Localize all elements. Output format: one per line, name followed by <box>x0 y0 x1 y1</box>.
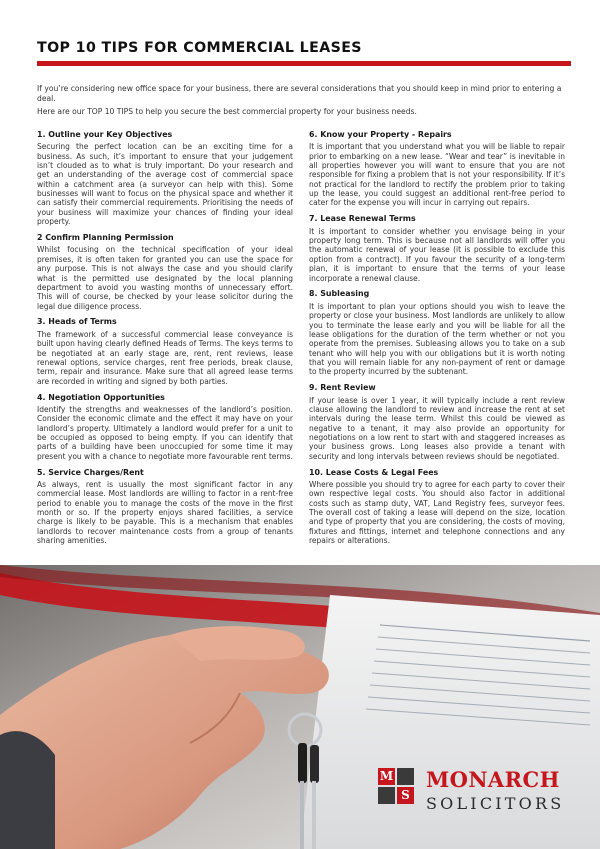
tips-column-left <box>37 130 293 552</box>
tip-section <box>37 393 293 461</box>
tip-body: It is important to consider whether you envisage being in your property long term. This is because not all landlords will offer you the automatic renewal of your lease (it is possible to exclude this option from a contract). If you favour the security of a long-term plan, it is important to ensure that the terms of your lease incorporate a renewal clause. <box>309 226 565 283</box>
tip-heading: 7. Lease Renewal Terms <box>309 214 416 224</box>
tip-section <box>309 468 565 546</box>
tip-body: If your lease is over 1 year, it will typically include a rent review clause allowing the landlord to review and increase the rent at set intervals during the lease term. Whilst this could be viewed as negative to a tenant, it may also provide an opportunity for negotiations on a low rent to start with and staggered increases as your business grows. Long leases also provide a tenant with security and long intervals between reviews should be negotiated. <box>309 395 565 461</box>
logo-box-dark <box>397 768 414 785</box>
tip-body: Securing the perfect location can be an exciting time for a business. As such, it’s important to ensure that your judgement isn’t clouded as to what is truly important. Do your research and get an understanding of the average cost of commercial space within a catchment area (a surveyor can help with this). Some businesses will want to focus on the physical space and whether it can satisfy their commercial requirements. Prioritising the needs of your business will maximize your chances of finding your ideal property. <box>37 142 293 227</box>
tip-heading: 6. Know your Property - Repairs <box>309 130 452 139</box>
title-divider <box>37 61 571 66</box>
logo-box-dark <box>378 787 395 804</box>
tip-body: It is important to plan your options should you wish to leave the property or close your business. Most landlords are unlikely to allow you to terminate the lease early and you will be liable for all the lease obligations for the duration of the term whether or not you operate from the premises. Subleasing allows you to take on a sub tenant who will help you with our obligations but it is worth noting that you will remain liable for any non-payment of rent or damage to the property incurred by the subtenant. <box>309 301 565 377</box>
tip-heading: 4. Negotiation Opportunities <box>37 392 165 402</box>
logo-subtitle: SOLICITORS <box>426 794 565 813</box>
tip-section <box>37 233 293 311</box>
tip-heading: 9. Rent Review <box>309 383 376 393</box>
tip-body: Identify the strengths and weaknesses of the landlord’s position. Consider the economic climate and the effect it may have on your landlord’s property. Ultimately a landlord would prefer for a unit to be occupied as opposed to being empty. If you can identify that parts of a building have been unoccupied for some time it may present you with a chance to negotiate more favourable rent terms. <box>37 404 293 461</box>
logo-letter-s: S <box>401 788 410 802</box>
tip-section <box>37 130 293 226</box>
tip-section <box>309 289 565 376</box>
logo-name: MONARCH <box>426 767 560 792</box>
logo-letter-m: M <box>379 769 394 783</box>
tip-heading: 1. Outline your Key Objectives <box>37 130 173 139</box>
tip-body: It is important that you understand what you will be liable to repair prior to embarking on a new lease. “Wear and tear” is inevitable in all properties however you will want to ensure that you are not responsible for fixing a problem that is not your responsibility. If it’s not practical for the landlord to rectify the problem prior to taking up the lease, you could suggest an additional rent-free period to cater for the expense you will incur in carrying out repairs. <box>309 142 565 208</box>
tip-section <box>309 130 565 208</box>
tip-heading: 10. Lease Costs & Legal Fees <box>309 467 439 477</box>
tip-body: The framework of a successful commercial lease conveyance is built upon having clearly defined Heads of Terms. The keys terms to be negotiated at an early stage are, rent, rent reviews, lease renewal options, service charges, rent free periods, break clause, term, repair and insurance. Make sure that all agreed lease terms are recorded in writing and signed by both parties. <box>37 329 293 386</box>
tip-section <box>37 468 293 546</box>
intro <box>37 84 571 121</box>
intro-paragraph: If you’re considering new office space for your business, there are several considerations that you should keep in mind prior to entering a deal. <box>37 84 562 104</box>
tip-heading: 8. Subleasing <box>309 289 370 299</box>
tip-body: Whilst focusing on the technical specification of your ideal premises, it is often taken for granted you can use the space for any purpose. This is not always the case and you should clarify what is the permitted use designated by the local planning department to avoid you wasting months of unnecessary effort. This will of course, be checked by your lease solicitor during the legal due diligence process. <box>37 245 293 311</box>
tip-heading: 5. Service Charges/Rent <box>37 467 144 477</box>
tip-body: As always, rent is usually the most significant factor in any commercial lease. Most landlords are willing to factor in a rent-free period to enable you to manage the costs of the move in the first month or so. If the property enjoys shared facilities, a service charge is likely to be payable. This is a mechanism that enables landlords to recover maintenance costs from a group of tenants sharing amenities. <box>37 479 293 546</box>
tips-column-right <box>309 130 565 552</box>
tip-heading: 3. Heads of Terms <box>37 317 117 327</box>
tip-section <box>37 317 293 385</box>
page-title: TOP 10 TIPS FOR COMMERCIAL LEASES <box>37 40 362 56</box>
tip-heading: 2 Confirm Planning Permission <box>37 233 174 243</box>
intro-paragraph: Here are our TOP 10 TIPS to help you secure the best commercial property for your business needs. <box>37 107 417 117</box>
monarch-solicitors-logo <box>378 768 568 818</box>
tip-section <box>309 214 565 282</box>
tip-section <box>309 383 565 461</box>
tip-body: Where possible you should try to agree for each party to cover their own respective legal costs. You should also factor in additional costs such as stamp duty, VAT, Land Registry fees, surveyor fees. The overall cost of taking a lease will depend on the size, location and type of property that you are considering, the costs of moving, fixtures and fittings, internet and telephone connections and any repairs or alterations. <box>309 479 565 546</box>
